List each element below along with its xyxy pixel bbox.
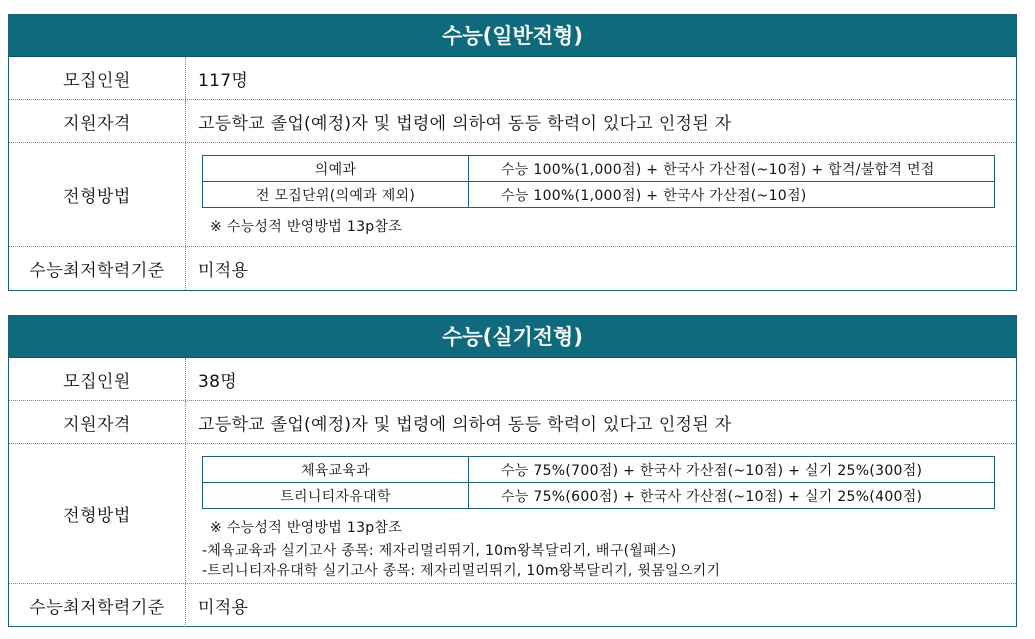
- table-row: [203, 156, 995, 182]
- dept-cell: 체육교육과: [203, 457, 469, 483]
- general-admission-section: [8, 14, 1017, 291]
- calc-cell: 수능 100%(1,000점) + 한국사 가산점(~10점) + 합격/불합격 면접: [469, 156, 995, 182]
- method-content: [186, 143, 1016, 246]
- practical-admission-section: [8, 315, 1017, 627]
- table-row: [203, 483, 995, 509]
- min-standard-row: [9, 247, 1016, 290]
- recruit-row: [9, 358, 1016, 401]
- recruit-value: 38명: [198, 371, 237, 392]
- method-row: [9, 143, 1016, 247]
- method-row: [9, 444, 1016, 584]
- method-table: [202, 456, 995, 509]
- dept-cell: 트리니티자유대학: [203, 483, 469, 509]
- method-label: 전형방법: [9, 444, 186, 583]
- method-content: [186, 444, 1016, 583]
- recruit-label: 모집인원: [9, 57, 186, 99]
- method-note: ※ 수능성적 반영방법 13p참조: [210, 520, 403, 536]
- min-standard-label: 수능최저학력기준: [9, 247, 186, 290]
- qualification-label: 지원자격: [9, 100, 186, 142]
- recruit-row: [9, 57, 1016, 100]
- min-standard-label: 수능최저학력기준: [9, 584, 186, 627]
- dept-cell: 의예과: [203, 156, 469, 182]
- qualification-row: [9, 401, 1016, 444]
- section-title: 수능(일반전형): [9, 15, 1016, 57]
- method-label: 전형방법: [9, 143, 186, 246]
- qualification-label: 지원자격: [9, 401, 186, 443]
- method-table: [202, 155, 995, 208]
- calc-cell: 수능 75%(700점) + 한국사 가산점(~10점) + 실기 25%(300점): [469, 457, 995, 483]
- recruit-value: 117명: [198, 70, 249, 91]
- table-row: [203, 182, 995, 208]
- calc-cell: 수능 100%(1,000점) + 한국사 가산점(~10점): [469, 182, 995, 208]
- table-row: [203, 457, 995, 483]
- qualification-value: 고등학교 졸업(예정)자 및 법령에 의하여 동등 학력이 있다고 인정된 자: [198, 414, 732, 435]
- min-standard-value: 미적용: [198, 261, 249, 281]
- min-standard-row: [9, 584, 1016, 627]
- qualification-row: [9, 100, 1016, 143]
- section-title: 수능(실기전형): [9, 316, 1016, 358]
- method-note: ※ 수능성적 반영방법 13p참조: [210, 219, 403, 235]
- qualification-value: 고등학교 졸업(예정)자 및 법령에 의하여 동등 학력이 있다고 인정된 자: [198, 113, 732, 134]
- min-standard-value: 미적용: [198, 598, 249, 618]
- recruit-label: 모집인원: [9, 358, 186, 400]
- calc-cell: 수능 75%(600점) + 한국사 가산점(~10점) + 실기 25%(400점): [469, 483, 995, 509]
- practical-exam-items-pe: -체육교육과 실기고사 종목: 제자리멀리뛰기, 10m왕복달리기, 배구(월패스): [202, 543, 677, 559]
- dept-cell: 전 모집단위(의예과 제외): [203, 182, 469, 208]
- practical-exam-items-trinity: -트리니티자유대학 실기고사 종목: 제자리멀리뛰기, 10m왕복달리기, 윗몸일으키기: [202, 563, 721, 579]
